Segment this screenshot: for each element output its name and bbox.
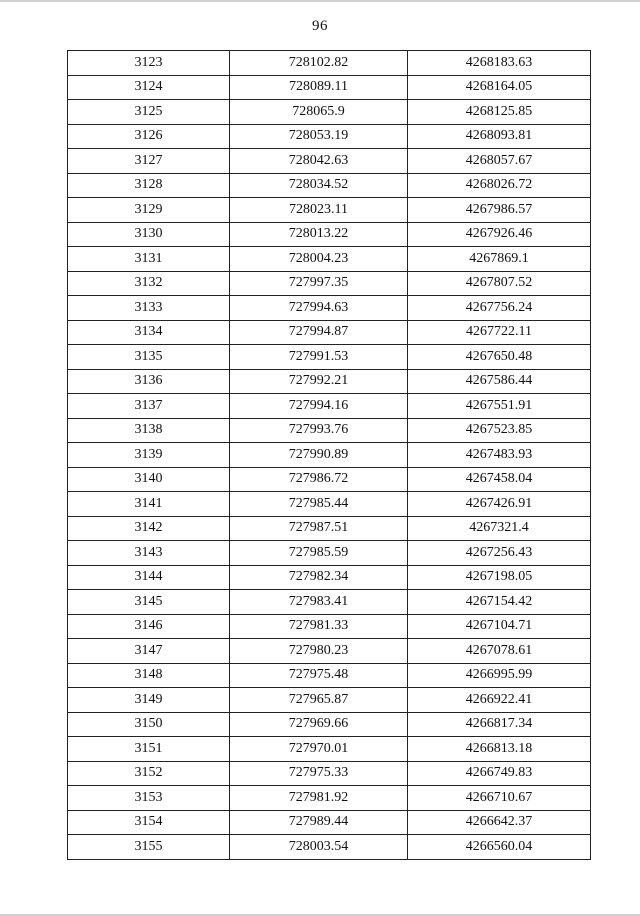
point-number-cell: 3141 — [68, 492, 230, 517]
point-number-cell: 3154 — [68, 810, 230, 835]
point-number-cell: 3126 — [68, 124, 230, 149]
y-coordinate-cell: 4267586.44 — [408, 369, 591, 394]
x-coordinate-cell: 727982.34 — [230, 565, 408, 590]
y-coordinate-cell: 4268183.63 — [408, 51, 591, 76]
x-coordinate-cell: 728053.19 — [230, 124, 408, 149]
x-coordinate-cell: 727975.33 — [230, 761, 408, 786]
y-coordinate-cell: 4267458.04 — [408, 467, 591, 492]
table-row — [68, 394, 591, 419]
point-number-cell: 3153 — [68, 786, 230, 811]
table-row — [68, 124, 591, 149]
table-row — [68, 786, 591, 811]
x-coordinate-cell: 727994.16 — [230, 394, 408, 419]
point-number-cell: 3146 — [68, 614, 230, 639]
table-row — [68, 271, 591, 296]
x-coordinate-cell: 727981.92 — [230, 786, 408, 811]
table-row — [68, 51, 591, 76]
table-row — [68, 320, 591, 345]
x-coordinate-cell: 727965.87 — [230, 688, 408, 713]
x-coordinate-cell: 727969.66 — [230, 712, 408, 737]
x-coordinate-cell: 727986.72 — [230, 467, 408, 492]
point-number-cell: 3150 — [68, 712, 230, 737]
table-row — [68, 369, 591, 394]
point-number-cell: 3124 — [68, 75, 230, 100]
y-coordinate-cell: 4266813.18 — [408, 737, 591, 762]
y-coordinate-cell: 4267426.91 — [408, 492, 591, 517]
point-number-cell: 3134 — [68, 320, 230, 345]
table-row — [68, 149, 591, 174]
point-number-cell: 3143 — [68, 541, 230, 566]
point-number-cell: 3152 — [68, 761, 230, 786]
y-coordinate-cell: 4266922.41 — [408, 688, 591, 713]
y-coordinate-cell: 4267154.42 — [408, 590, 591, 615]
y-coordinate-cell: 4267869.1 — [408, 247, 591, 272]
table-row — [68, 467, 591, 492]
table-row — [68, 541, 591, 566]
x-coordinate-cell: 727990.89 — [230, 443, 408, 468]
x-coordinate-cell: 727997.35 — [230, 271, 408, 296]
x-coordinate-cell: 727993.76 — [230, 418, 408, 443]
x-coordinate-cell: 728004.23 — [230, 247, 408, 272]
top-edge-line — [0, 0, 640, 2]
table-row — [68, 222, 591, 247]
x-coordinate-cell: 728034.52 — [230, 173, 408, 198]
y-coordinate-cell: 4268093.81 — [408, 124, 591, 149]
x-coordinate-cell: 727970.01 — [230, 737, 408, 762]
x-coordinate-cell: 727985.59 — [230, 541, 408, 566]
y-coordinate-cell: 4267756.24 — [408, 296, 591, 321]
point-number-cell: 3132 — [68, 271, 230, 296]
coordinates-table — [67, 50, 591, 860]
y-coordinate-cell: 4268057.67 — [408, 149, 591, 174]
point-number-cell: 3125 — [68, 100, 230, 125]
y-coordinate-cell: 4267483.93 — [408, 443, 591, 468]
x-coordinate-cell: 728042.63 — [230, 149, 408, 174]
point-number-cell: 3129 — [68, 198, 230, 223]
y-coordinate-cell: 4268164.05 — [408, 75, 591, 100]
y-coordinate-cell: 4266817.34 — [408, 712, 591, 737]
point-number-cell: 3130 — [68, 222, 230, 247]
table-row — [68, 247, 591, 272]
table-row — [68, 688, 591, 713]
y-coordinate-cell: 4268026.72 — [408, 173, 591, 198]
y-coordinate-cell: 4267986.57 — [408, 198, 591, 223]
table-row — [68, 663, 591, 688]
y-coordinate-cell: 4267198.05 — [408, 565, 591, 590]
coordinates-table-body — [68, 51, 591, 860]
point-number-cell: 3155 — [68, 835, 230, 860]
table-row — [68, 198, 591, 223]
table-row — [68, 810, 591, 835]
point-number-cell: 3140 — [68, 467, 230, 492]
table-row — [68, 835, 591, 860]
y-coordinate-cell: 4266749.83 — [408, 761, 591, 786]
y-coordinate-cell: 4266995.99 — [408, 663, 591, 688]
x-coordinate-cell: 727981.33 — [230, 614, 408, 639]
y-coordinate-cell: 4266642.37 — [408, 810, 591, 835]
point-number-cell: 3147 — [68, 639, 230, 664]
x-coordinate-cell: 727994.63 — [230, 296, 408, 321]
x-coordinate-cell: 727980.23 — [230, 639, 408, 664]
table-row — [68, 516, 591, 541]
x-coordinate-cell: 728065.9 — [230, 100, 408, 125]
x-coordinate-cell: 728013.22 — [230, 222, 408, 247]
point-number-cell: 3145 — [68, 590, 230, 615]
point-number-cell: 3136 — [68, 369, 230, 394]
point-number-cell: 3142 — [68, 516, 230, 541]
point-number-cell: 3144 — [68, 565, 230, 590]
x-coordinate-cell: 727994.87 — [230, 320, 408, 345]
point-number-cell: 3127 — [68, 149, 230, 174]
y-coordinate-cell: 4267523.85 — [408, 418, 591, 443]
x-coordinate-cell: 727987.51 — [230, 516, 408, 541]
table-row — [68, 590, 591, 615]
table-row — [68, 737, 591, 762]
y-coordinate-cell: 4267722.11 — [408, 320, 591, 345]
point-number-cell: 3128 — [68, 173, 230, 198]
x-coordinate-cell: 728089.11 — [230, 75, 408, 100]
point-number-cell: 3149 — [68, 688, 230, 713]
y-coordinate-cell: 4267551.91 — [408, 394, 591, 419]
y-coordinate-cell: 4267321.4 — [408, 516, 591, 541]
table-row — [68, 75, 591, 100]
table-row — [68, 614, 591, 639]
x-coordinate-cell: 728102.82 — [230, 51, 408, 76]
x-coordinate-cell: 727989.44 — [230, 810, 408, 835]
y-coordinate-cell: 4267650.48 — [408, 345, 591, 370]
table-row — [68, 100, 591, 125]
y-coordinate-cell: 4267807.52 — [408, 271, 591, 296]
point-number-cell: 3123 — [68, 51, 230, 76]
table-row — [68, 492, 591, 517]
x-coordinate-cell: 727992.21 — [230, 369, 408, 394]
point-number-cell: 3139 — [68, 443, 230, 468]
page-number: 96 — [312, 18, 328, 34]
x-coordinate-cell: 728023.11 — [230, 198, 408, 223]
x-coordinate-cell: 727991.53 — [230, 345, 408, 370]
table-row — [68, 173, 591, 198]
point-number-cell: 3138 — [68, 418, 230, 443]
coordinates-table-container — [67, 50, 590, 860]
point-number-cell: 3135 — [68, 345, 230, 370]
x-coordinate-cell: 728003.54 — [230, 835, 408, 860]
y-coordinate-cell: 4267078.61 — [408, 639, 591, 664]
point-number-cell: 3148 — [68, 663, 230, 688]
table-row — [68, 761, 591, 786]
y-coordinate-cell: 4267256.43 — [408, 541, 591, 566]
y-coordinate-cell: 4266710.67 — [408, 786, 591, 811]
table-row — [68, 418, 591, 443]
x-coordinate-cell: 727985.44 — [230, 492, 408, 517]
x-coordinate-cell: 727983.41 — [230, 590, 408, 615]
point-number-cell: 3131 — [68, 247, 230, 272]
y-coordinate-cell: 4268125.85 — [408, 100, 591, 125]
point-number-cell: 3133 — [68, 296, 230, 321]
y-coordinate-cell: 4266560.04 — [408, 835, 591, 860]
x-coordinate-cell: 727975.48 — [230, 663, 408, 688]
y-coordinate-cell: 4267104.71 — [408, 614, 591, 639]
y-coordinate-cell: 4267926.46 — [408, 222, 591, 247]
point-number-cell: 3137 — [68, 394, 230, 419]
table-row — [68, 712, 591, 737]
point-number-cell: 3151 — [68, 737, 230, 762]
table-row — [68, 443, 591, 468]
table-row — [68, 296, 591, 321]
table-row — [68, 639, 591, 664]
table-row — [68, 345, 591, 370]
table-row — [68, 565, 591, 590]
